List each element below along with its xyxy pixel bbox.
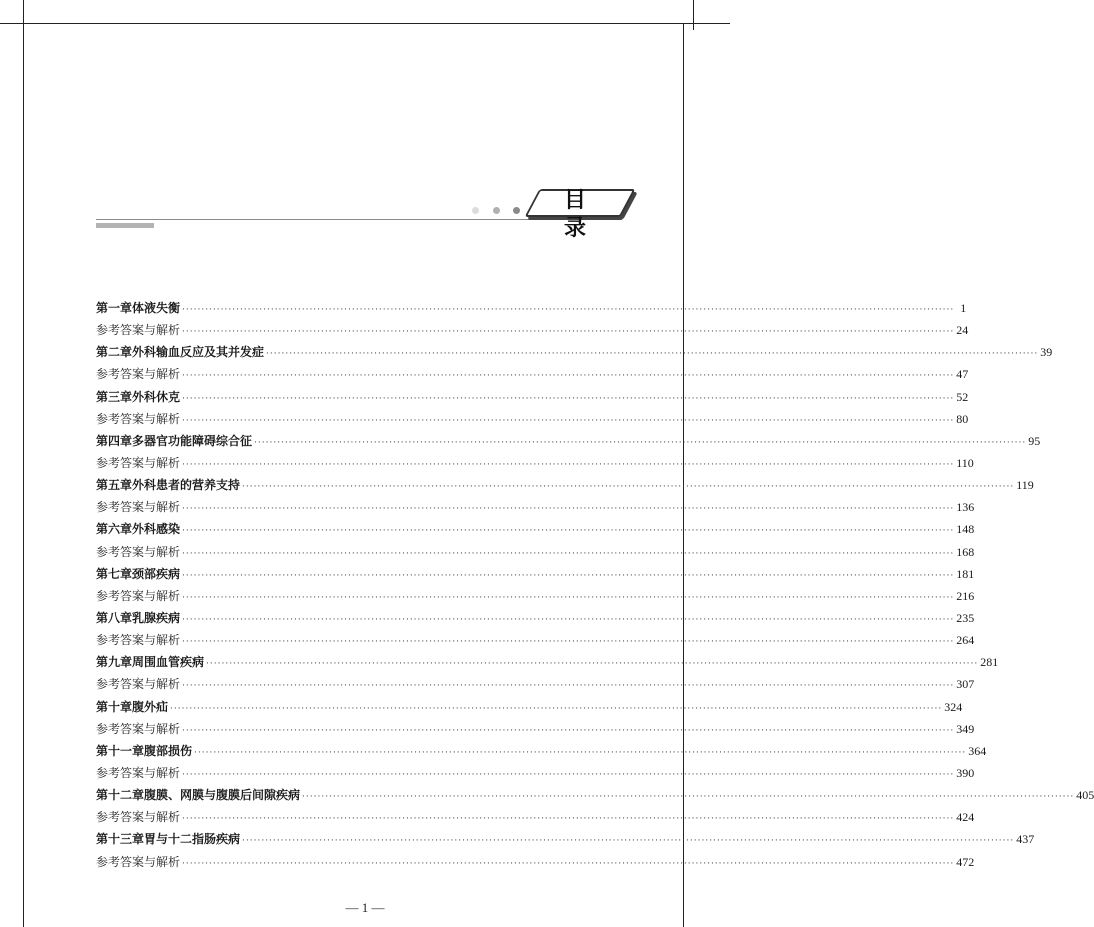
toc-answer-row — [96, 408, 969, 430]
chapter-title: 颈部疾病 — [132, 566, 181, 581]
toc-answer-row — [96, 851, 975, 873]
toc-chapter-row — [96, 607, 975, 629]
toc-answer-row — [96, 585, 975, 607]
answers-page-number: 264 — [956, 633, 975, 648]
chapter-page-number: 119 — [1016, 478, 1034, 493]
answers-title: 参考答案与解析 — [96, 323, 181, 338]
answers-page-number: 390 — [956, 765, 975, 780]
chapter-title: 腹膜、网膜与腹膜后间隙疾病 — [144, 788, 301, 803]
chapter-number: 第六章 — [96, 522, 133, 537]
chapter-page-number: 324 — [944, 699, 963, 714]
chapter-number: 第一章 — [96, 301, 133, 315]
toc-chapter-row — [96, 828, 1035, 850]
chapter-number: 第十章 — [96, 699, 133, 714]
answers-title: 参考答案与解析 — [96, 455, 181, 470]
dot-leader: ········································································································································································································ — [182, 725, 955, 736]
answers-page-number: 424 — [956, 810, 975, 825]
dot-leader: ········································································································································································································ — [266, 349, 1039, 360]
dot-leader: ········································································································································································································ — [182, 371, 955, 382]
chapter-page-number: 1 — [960, 301, 967, 315]
toc-chapter-row — [96, 651, 999, 673]
toc-chapter-row — [96, 518, 975, 540]
chapter-title: 周围血管疾病 — [132, 655, 205, 670]
chapter-page-number: 52 — [956, 389, 969, 404]
dot-leader: ········································································································································································································ — [182, 415, 955, 426]
toc-chapter-row — [96, 784, 1094, 806]
dot-leader: ········································································································································································································ — [182, 305, 955, 315]
dot-leader: ········································································································································································································ — [182, 592, 955, 603]
chapter-number: 第十三章 — [96, 832, 145, 847]
toc-answer-row — [96, 541, 975, 563]
decor-dot-light — [472, 207, 479, 214]
dot-leader: ········································································································································································································ — [182, 769, 955, 780]
decor-dot-dark — [513, 207, 520, 214]
chapter-title: 腹外疝 — [132, 699, 169, 714]
toc-chapter-row — [96, 386, 969, 408]
toc-answer-row — [96, 319, 969, 341]
dot-leader: ········································································································································································································ — [170, 703, 943, 714]
answers-title: 参考答案与解析 — [96, 367, 181, 382]
toc-chapter-row — [96, 341, 1053, 363]
dot-leader: ········································································································································································································ — [182, 858, 955, 869]
dot-leader: ········································································································································································································ — [194, 747, 967, 758]
chapter-title: 外科患者的营养支持 — [132, 478, 241, 493]
chapter-title: 多器官功能障碍综合征 — [132, 433, 253, 448]
toc-answer-row — [96, 452, 974, 474]
toc-chapter-row — [96, 430, 1041, 452]
chapter-number: 第十一章 — [96, 743, 145, 758]
dot-leader: ········································································································································································································ — [182, 614, 955, 625]
dot-leader: ········································································································································································································ — [182, 548, 955, 559]
toc-chapter-row — [96, 474, 1034, 496]
chapter-page-number: 95 — [1028, 433, 1041, 448]
chapter-number: 第十二章 — [96, 788, 145, 803]
chapter-page-number: 405 — [1076, 788, 1094, 803]
chapter-page-number: 281 — [980, 655, 999, 670]
dot-leader: ········································································································································································································ — [302, 792, 1075, 803]
answers-title: 参考答案与解析 — [96, 765, 181, 780]
toc-chapter-row — [96, 297, 967, 319]
toc-chapter-row — [96, 696, 963, 718]
chapter-number: 第四章 — [96, 433, 133, 448]
chapter-title: 外科输血反应及其并发症 — [132, 345, 265, 360]
chapter-page-number: 39 — [1040, 345, 1053, 360]
answers-title: 参考答案与解析 — [96, 411, 181, 426]
answers-page-number: 136 — [956, 500, 975, 515]
dot-leader: ········································································································································································································ — [206, 659, 979, 670]
chapter-number: 第五章 — [96, 478, 133, 493]
chapter-page-number: 235 — [956, 610, 975, 625]
top-frame-line — [0, 23, 730, 24]
toc-answer-row — [96, 363, 969, 385]
page-number: — 1 — — [345, 900, 385, 915]
dot-leader: ········································································································································································································ — [182, 504, 955, 515]
dot-leader: ········································································································································································································ — [182, 681, 955, 692]
answers-title: 参考答案与解析 — [96, 500, 181, 515]
chapter-title: 体液失衡 — [132, 301, 181, 315]
chapter-title: 外科休克 — [132, 389, 181, 404]
toc-answer-row — [96, 718, 975, 740]
chapter-page-number: 148 — [956, 522, 975, 537]
answers-page-number: 216 — [956, 588, 975, 603]
left-frame-line — [23, 0, 24, 927]
chapter-page-number: 181 — [956, 566, 975, 581]
chapter-title: 乳腺疾病 — [132, 610, 181, 625]
dot-leader: ········································································································································································································ — [182, 526, 955, 537]
answers-title: 参考答案与解析 — [96, 588, 181, 603]
chapter-page-number: 364 — [968, 743, 987, 758]
dot-leader: ········································································································································································································ — [242, 836, 1015, 847]
answers-page-number: 110 — [956, 455, 974, 470]
answers-title: 参考答案与解析 — [96, 633, 181, 648]
answers-title: 参考答案与解析 — [96, 677, 181, 692]
chapter-title: 腹部损伤 — [144, 743, 193, 758]
dot-leader: ········································································································································································································ — [182, 327, 955, 338]
heading-accent-bar — [96, 223, 154, 228]
dot-leader: ········································································································································································································ — [182, 570, 955, 581]
dot-leader: ········································································································································································································ — [182, 393, 955, 404]
answers-page-number: 80 — [956, 411, 969, 426]
toc-answer-row — [96, 673, 975, 695]
answers-page-number: 349 — [956, 721, 975, 736]
chapter-title: 外科感染 — [132, 522, 181, 537]
toc-answer-row — [96, 806, 975, 828]
answers-title: 参考答案与解析 — [96, 721, 181, 736]
toc-chapter-row — [96, 563, 975, 585]
toc-chapter-row — [96, 740, 987, 762]
chapter-number: 第八章 — [96, 610, 133, 625]
heading-rule — [96, 219, 622, 220]
answers-page-number: 472 — [956, 854, 975, 869]
answers-page-number: 307 — [956, 677, 975, 692]
page-title: 目 录 — [563, 187, 604, 241]
decor-dot-mid — [493, 207, 500, 214]
chapter-page-number: 437 — [1016, 832, 1035, 847]
dot-leader: ········································································································································································································ — [182, 459, 955, 470]
answers-page-number: 168 — [956, 544, 975, 559]
dot-leader: ········································································································································································································ — [182, 637, 955, 648]
answers-page-number: 47 — [956, 367, 969, 382]
answers-title: 参考答案与解析 — [96, 854, 181, 869]
answers-page-number: 24 — [956, 323, 969, 338]
toc-answer-row — [96, 629, 975, 651]
chapter-number: 第三章 — [96, 389, 133, 404]
dot-leader: ········································································································································································································ — [254, 437, 1027, 448]
chapter-number: 第九章 — [96, 655, 133, 670]
toc-answer-row — [96, 496, 975, 518]
table-of-contents — [96, 297, 1094, 873]
right-crop-mark — [693, 0, 694, 30]
chapter-number: 第七章 — [96, 566, 133, 581]
dot-leader: ········································································································································································································ — [242, 482, 1015, 493]
toc-answer-row — [96, 762, 975, 784]
dot-leader: ········································································································································································································ — [182, 814, 955, 825]
chapter-number: 第二章 — [96, 345, 133, 360]
answers-title: 参考答案与解析 — [96, 810, 181, 825]
chapter-title: 胃与十二指肠疾病 — [144, 832, 241, 847]
answers-title: 参考答案与解析 — [96, 544, 181, 559]
